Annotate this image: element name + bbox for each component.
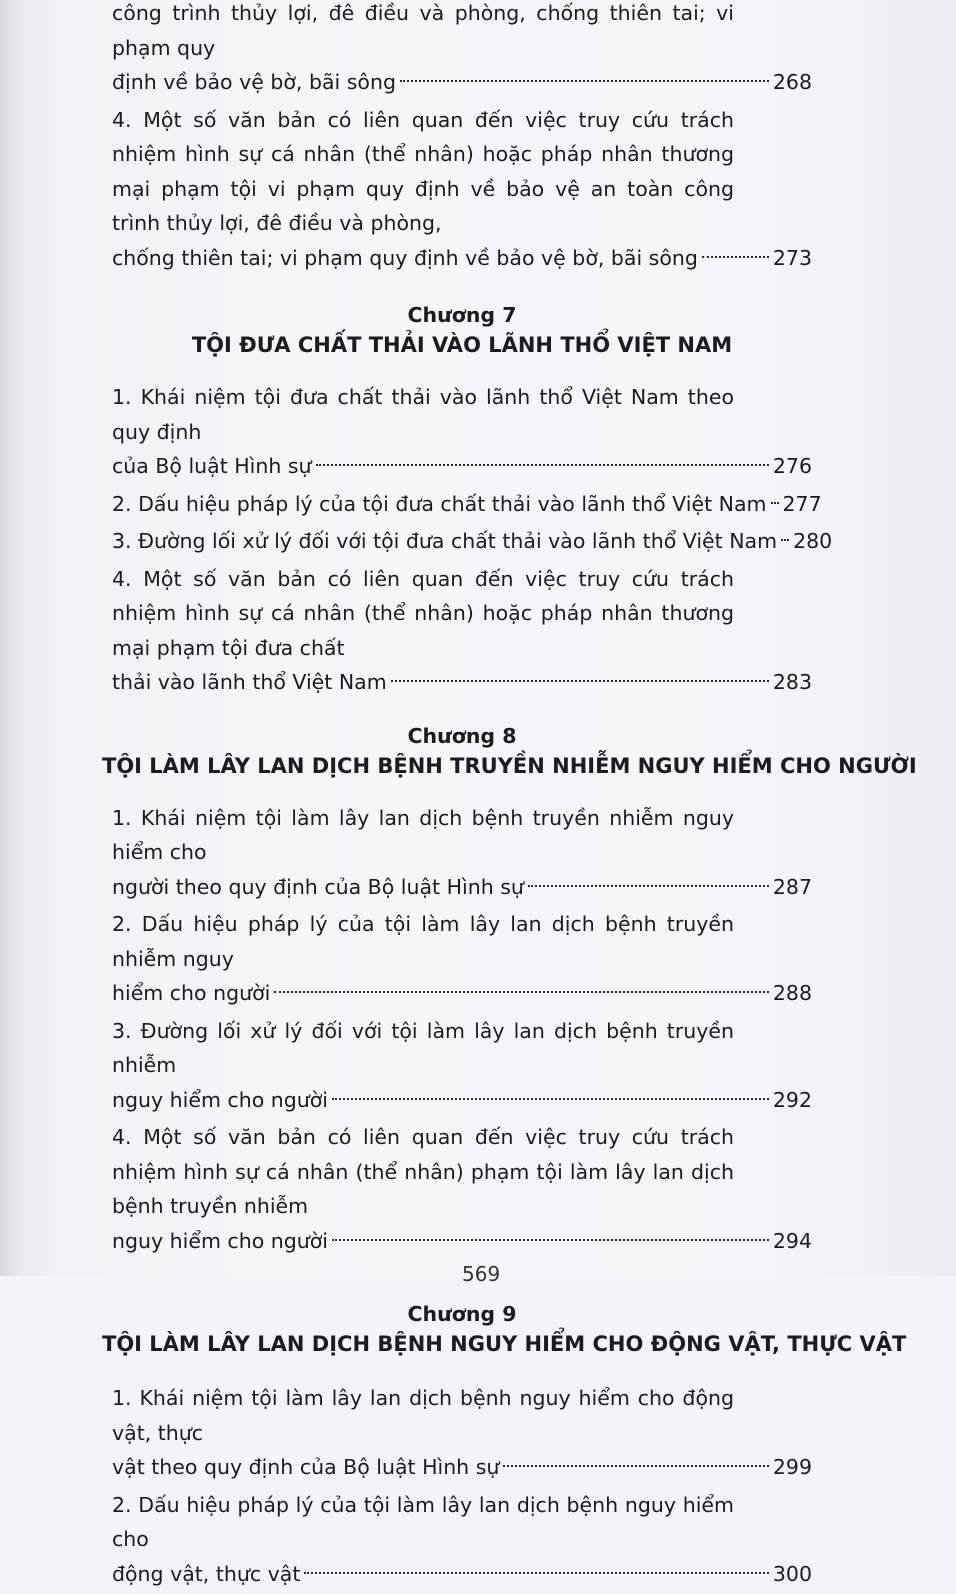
dot-leader	[400, 80, 769, 82]
toc-entry-text: 1. Khái niệm tội làm lây lan dịch bệnh nguy hiểm cho động vật, thực	[112, 1386, 734, 1445]
toc-entry-tail: của Bộ luật Hình sự	[112, 454, 312, 478]
toc-entry-text: công trình thủy lợi, đê điều và phòng, chống thiên tai; vi phạm quy	[112, 1, 734, 60]
dot-leader	[771, 502, 779, 504]
toc-page-number: 268	[772, 70, 812, 94]
toc-page-number: 283	[772, 670, 812, 694]
toc-entry-tail: nguy hiểm cho người	[112, 1087, 328, 1112]
toc-entry	[112, 524, 833, 559]
chapter-label: Chương 9	[407, 1302, 517, 1326]
toc-entry-text: 1. Khái niệm tội làm lây lan dịch bệnh truyền nhiễm nguy hiểm cho	[112, 805, 734, 864]
toc-page-number: 300	[772, 1561, 812, 1586]
toc-entry	[112, 907, 812, 1011]
toc-entry	[112, 1120, 812, 1258]
dot-leader	[528, 885, 769, 887]
dot-leader	[702, 256, 769, 258]
toc-entry	[112, 1488, 812, 1592]
toc-entry	[112, 562, 812, 700]
chapter-label: Chương 7	[407, 303, 517, 327]
toc-entry-tail: chống thiên tai; vi phạm quy định về bảo vệ bờ, bãi sông	[112, 245, 698, 270]
toc-entry-ch6-4	[112, 103, 812, 276]
chapter-title: TỘI LÀM LÂY LAN DỊCH BỆNH TRUYỀN NHIỄM NGUY HIỂM CHO NGƯỜI	[102, 753, 917, 778]
toc-entry-tail: thải vào lãnh thổ Việt Nam	[112, 670, 387, 694]
toc-page-number: 299	[772, 1455, 812, 1479]
dot-leader	[503, 1465, 768, 1467]
toc-entry-text: 2. Dấu hiệu pháp lý của tội làm lây lan dịch bệnh truyền nhiễm nguy	[112, 912, 734, 971]
chapter-title: TỘI ĐƯA CHẤT THẢI VÀO LÃNH THỔ VIỆT NAM	[191, 333, 733, 357]
toc-entry-tail: vật theo quy định của Bộ luật Hình sự	[112, 1455, 500, 1479]
toc-entry-tail: nguy hiểm cho người	[112, 1228, 328, 1253]
chapter-label: Chương 8	[407, 723, 517, 748]
toc-page-number: 273	[772, 245, 812, 270]
toc-page-number: 287	[772, 874, 812, 899]
toc-page-number: 294	[772, 1228, 812, 1253]
toc-page-number: 276	[772, 454, 812, 478]
toc-entry-text: 2. Dấu hiệu pháp lý của tội làm lây lan dịch bệnh nguy hiểm cho	[112, 1492, 734, 1551]
toc-entry	[112, 487, 822, 522]
toc-entry-tail: 3. Đường lối xử lý đối với tội đưa chất thải vào lãnh thổ Việt Nam	[112, 529, 778, 553]
dot-leader	[781, 539, 789, 541]
dot-leader	[332, 1239, 769, 1241]
toc-entry-tail: 2. Dấu hiệu pháp lý của tội đưa chất thải vào lãnh thổ Việt Nam	[112, 491, 767, 516]
toc-entry-tail: động vật, thực vật	[112, 1561, 301, 1586]
toc-entry-text: 4. Một số văn bản có liên quan đến việc truy cứu trách nhiệm hình sự cá nhân (thể nhân) phạm tội làm lây lan dịch bệnh truyền nhiễm	[112, 1125, 734, 1218]
toc-page-number: 288	[772, 981, 812, 1005]
page-gutter	[0, 0, 22, 1276]
toc-entry-text: 4. Một số văn bản có liên quan đến việc truy cứu trách nhiệm hình sự cá nhân (thể nhân) hoặc pháp nhân thương mại phạm tội đưa chất	[112, 566, 734, 660]
table-of-contents	[102, 0, 917, 1594]
toc-entry-tail: định về bảo vệ bờ, bãi sông	[112, 70, 396, 94]
dot-leader	[316, 464, 769, 466]
dot-leader	[391, 680, 769, 682]
toc-entry	[112, 1014, 812, 1118]
toc-entry	[112, 380, 812, 484]
dot-leader	[274, 991, 769, 993]
toc-entry-text: 3. Đường lối xử lý đối với tội làm lây lan dịch bệnh truyền nhiễm	[112, 1018, 734, 1077]
page-footer-number: 569	[462, 1262, 501, 1286]
toc-page-number: 277	[782, 491, 822, 516]
toc-entry-text: 4. Một số văn bản có liên quan đến việc truy cứu trách nhiệm hình sự cá nhân (thể nhân) hoặc pháp nhân thương mại phạm tội vi phạm quy định về bảo vệ an toàn công trình thủy lợi, đê điều và phòng,	[112, 107, 734, 235]
toc-entry-tail: hiểm cho người	[112, 981, 271, 1005]
dot-leader	[332, 1098, 769, 1100]
toc-page-number: 280	[793, 529, 833, 553]
toc-entry-text: 1. Khái niệm tội đưa chất thải vào lãnh thổ Việt Nam theo quy định	[112, 385, 734, 444]
toc-page-number: 292	[772, 1087, 812, 1112]
dot-leader	[304, 1572, 768, 1574]
chapter-title: TỘI LÀM LÂY LAN DỊCH BỆNH NGUY HIỂM CHO ĐỘNG VẬT, THỰC VẬT	[102, 1332, 907, 1356]
toc-entry	[112, 1381, 812, 1485]
toc-entry-tail: người theo quy định của Bộ luật Hình sự	[112, 874, 524, 899]
toc-entry-ch6-3	[112, 0, 812, 100]
toc-entry	[112, 801, 812, 905]
